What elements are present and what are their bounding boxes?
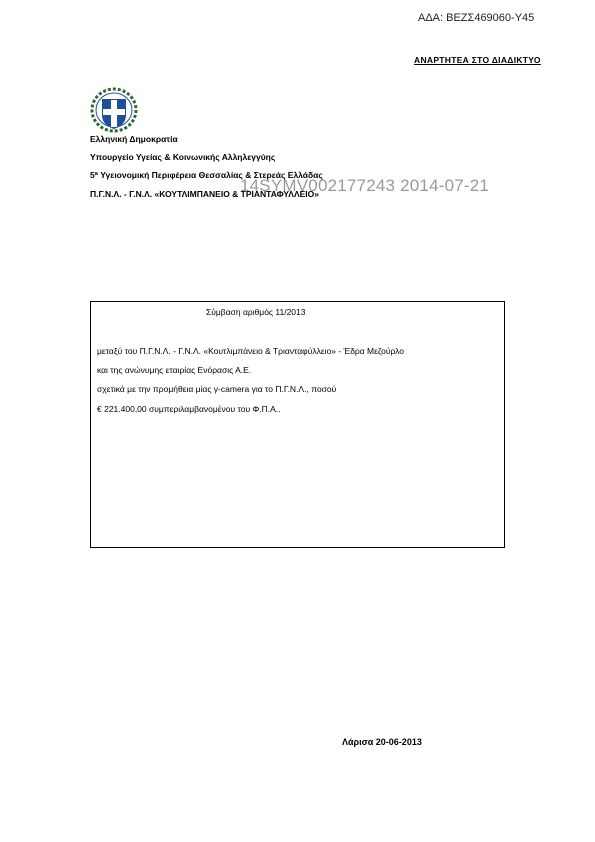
header-line-republic: Ελληνική Δημοκρατία <box>90 134 178 144</box>
ada-code: ΑΔΑ: ΒΕΖΣ469060-Υ45 <box>418 12 535 24</box>
contract-line-subject: σχετικά με την προμήθεια μίας γ-camera για το Π.Γ.Ν.Λ., ποσού <box>97 384 337 394</box>
internet-posting-label: ΑΝΑΡΤΗΤΕΑ ΣΤΟ ΔΙΑΔΙΚΤΥΟ <box>414 55 541 65</box>
greek-republic-emblem-icon <box>89 85 139 135</box>
contract-line-amount: € 221.400,00 συμπεριλαμβανομένου του Φ.Π.Α.. <box>97 404 281 414</box>
contract-line-company: και της ανώνυμης εταιρίας Ενόρασις Α.Ε. <box>97 365 252 375</box>
header-line-hospital: Π.Γ.Ν.Λ. - Γ.Ν.Λ. «ΚΟΥΤΛΙΜΠΑΝΕΙΟ & ΤΡΙΑΝΤΑΦΥΛΛΕΙΟ» <box>90 189 319 199</box>
header-line-region: 5ª Υγειονομική Περιφέρεια Θεσσαλίας & Στερεάς Ελλάδας <box>90 170 323 180</box>
registry-stamp: 14SYMV002177243 2014-07-21 <box>240 176 490 195</box>
header-line-ministry: Υπουργείο Υγείας & Κοινωνικής Αλληλεγγύης <box>90 152 276 162</box>
contract-line-parties: μεταξύ του Π.Γ.Ν.Λ. - Γ.Ν.Λ. «Κουτλιμπάνειο & Τριανταφύλλειο» - Έδρα Μεζούρλο <box>97 346 404 356</box>
place-date: Λάρισα 20-06-2013 <box>342 737 422 747</box>
contract-box <box>90 301 505 548</box>
contract-title: Σύμβαση αριθμός 11/2013 <box>206 307 306 317</box>
